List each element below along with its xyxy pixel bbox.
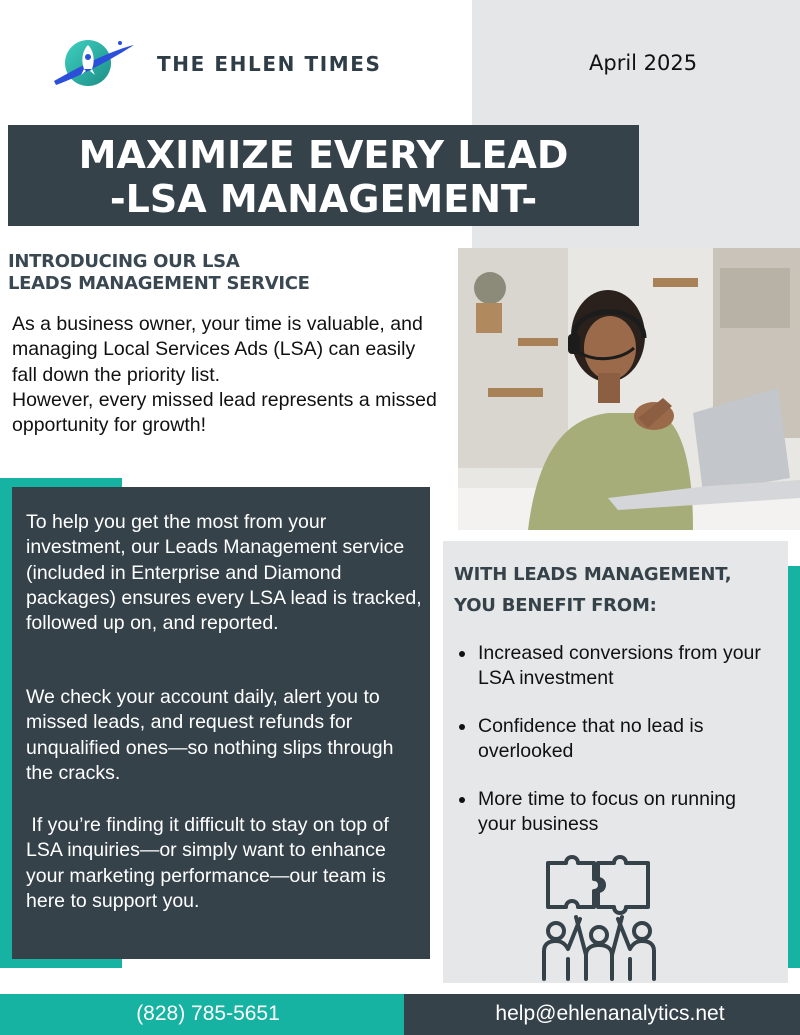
footer-email-bar bbox=[404, 994, 800, 1035]
intro-text: As a business owner, your time is valuable, and managing Local Services Ads (LSA) can easily fall down the priority list. However, every missed lead represents a missed opportunity for growth! bbox=[12, 313, 437, 437]
teal-accent-right bbox=[787, 566, 800, 968]
headline-banner bbox=[8, 125, 639, 226]
benefit-item: More time to focus on running your business bbox=[457, 787, 777, 836]
footer-phone[interactable]: (828) 785-5651 bbox=[136, 1002, 280, 1025]
footer-email[interactable]: help@ehlenanalytics.net bbox=[495, 1002, 725, 1025]
benefit-item: Increased conversions from your LSA investment bbox=[457, 641, 777, 690]
details-paragraph-2: We check your account daily, alert you to missed leads, and request refunds for unqualified ones—so nothing slips through the cracks. bbox=[26, 686, 394, 784]
benefits-title-line-1: WITH LEADS MANAGEMENT, bbox=[454, 564, 732, 585]
details-panel bbox=[12, 487, 430, 959]
benefit-item: Confidence that no lead is overlooked bbox=[457, 714, 777, 763]
benefits-panel bbox=[443, 541, 788, 983]
intro-body bbox=[12, 312, 442, 438]
details-paragraph-1: To help you get the most from your investment, our Leads Management service (included in Enterprise and Diamond packages) ensures every LSA lead is tracked, followed up on, and reported. bbox=[26, 511, 422, 635]
headline-line-2: -LSA MANAGEMENT- bbox=[109, 177, 538, 221]
woman-with-headset-at-laptop-photo bbox=[458, 248, 800, 530]
footer-phone-bar bbox=[0, 994, 404, 1035]
details-paragraph-3: If you’re finding it difficult to stay on top of LSA inquiries—or simply want to enhance your marketing performance—our team is here to support you. bbox=[26, 814, 395, 912]
rocket-planet-logo-icon bbox=[48, 33, 138, 93]
teamwork-puzzle-icon bbox=[536, 851, 666, 983]
headline-line-1: MAXIMIZE EVERY LEAD bbox=[78, 133, 569, 177]
intro-title-line-1: INTRODUCING OUR LSA bbox=[8, 251, 240, 272]
intro-title-line-2: LEADS MANAGEMENT SERVICE bbox=[8, 273, 310, 294]
benefits-title-line-2: YOU BENEFIT FROM: bbox=[454, 595, 657, 616]
benefits-list bbox=[457, 641, 777, 860]
brand-name: THE EHLEN TIMES bbox=[157, 52, 382, 76]
issue-date: April 2025 bbox=[589, 51, 698, 75]
